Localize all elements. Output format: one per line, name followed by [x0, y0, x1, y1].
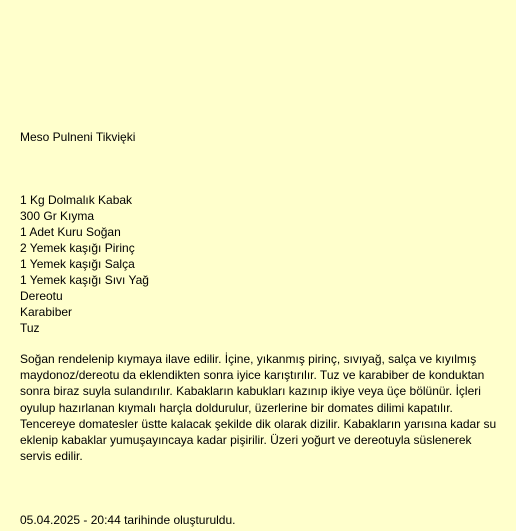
ingredient-item: 1 Yemek kaşığı Sıvı Yağ — [20, 273, 149, 287]
ingredient-item: Karabiber — [20, 305, 73, 319]
ingredient-list — [20, 192, 149, 336]
recipe-title: Meso Pulneni Tikvięki — [20, 130, 136, 144]
ingredient-item: 300 Gr Kıyma — [20, 209, 95, 223]
recipe-instructions: Soğan rendelenip kıymaya ilave edilir. İçine, yıkanmış pirinç, sıvıyağ, salça ve kıyılmış maydonoz/dereotu da eklendikten sonra iyice karıştırılır. Tuz ve karabiber de konduktan sonra biraz suyla sulandırılır. Kabakların kabukları kazınıp ikiye veya üçe bölünür. İçleri oyulup hazırlanan kıymalı harçla doldurulur, üzerlerine bir domates dilimi kapatılır. Tencereye domatesler üstte kalacak şekilde dik olarak dizilir. Kabakların yarısına kadar su eklenip kabaklar yumuşayıncaya kadar pişirilir. Üzeri yoğurt ve dereotuyla süslenerek servis edilir. — [20, 352, 497, 464]
created-timestamp: 05.04.2025 - 20:44 tarihinde oluşturuldu. — [20, 513, 236, 527]
ingredient-item: Dereotu — [20, 289, 63, 303]
ingredient-item: 2 Yemek kaşığı Pirinç — [20, 241, 135, 255]
ingredient-item: 1 Yemek kaşığı Salça — [20, 257, 135, 271]
ingredient-item: 1 Adet Kuru Soğan — [20, 225, 121, 239]
ingredient-item: Tuz — [20, 321, 40, 335]
ingredient-item: 1 Kg Dolmalık Kabak — [20, 193, 133, 207]
